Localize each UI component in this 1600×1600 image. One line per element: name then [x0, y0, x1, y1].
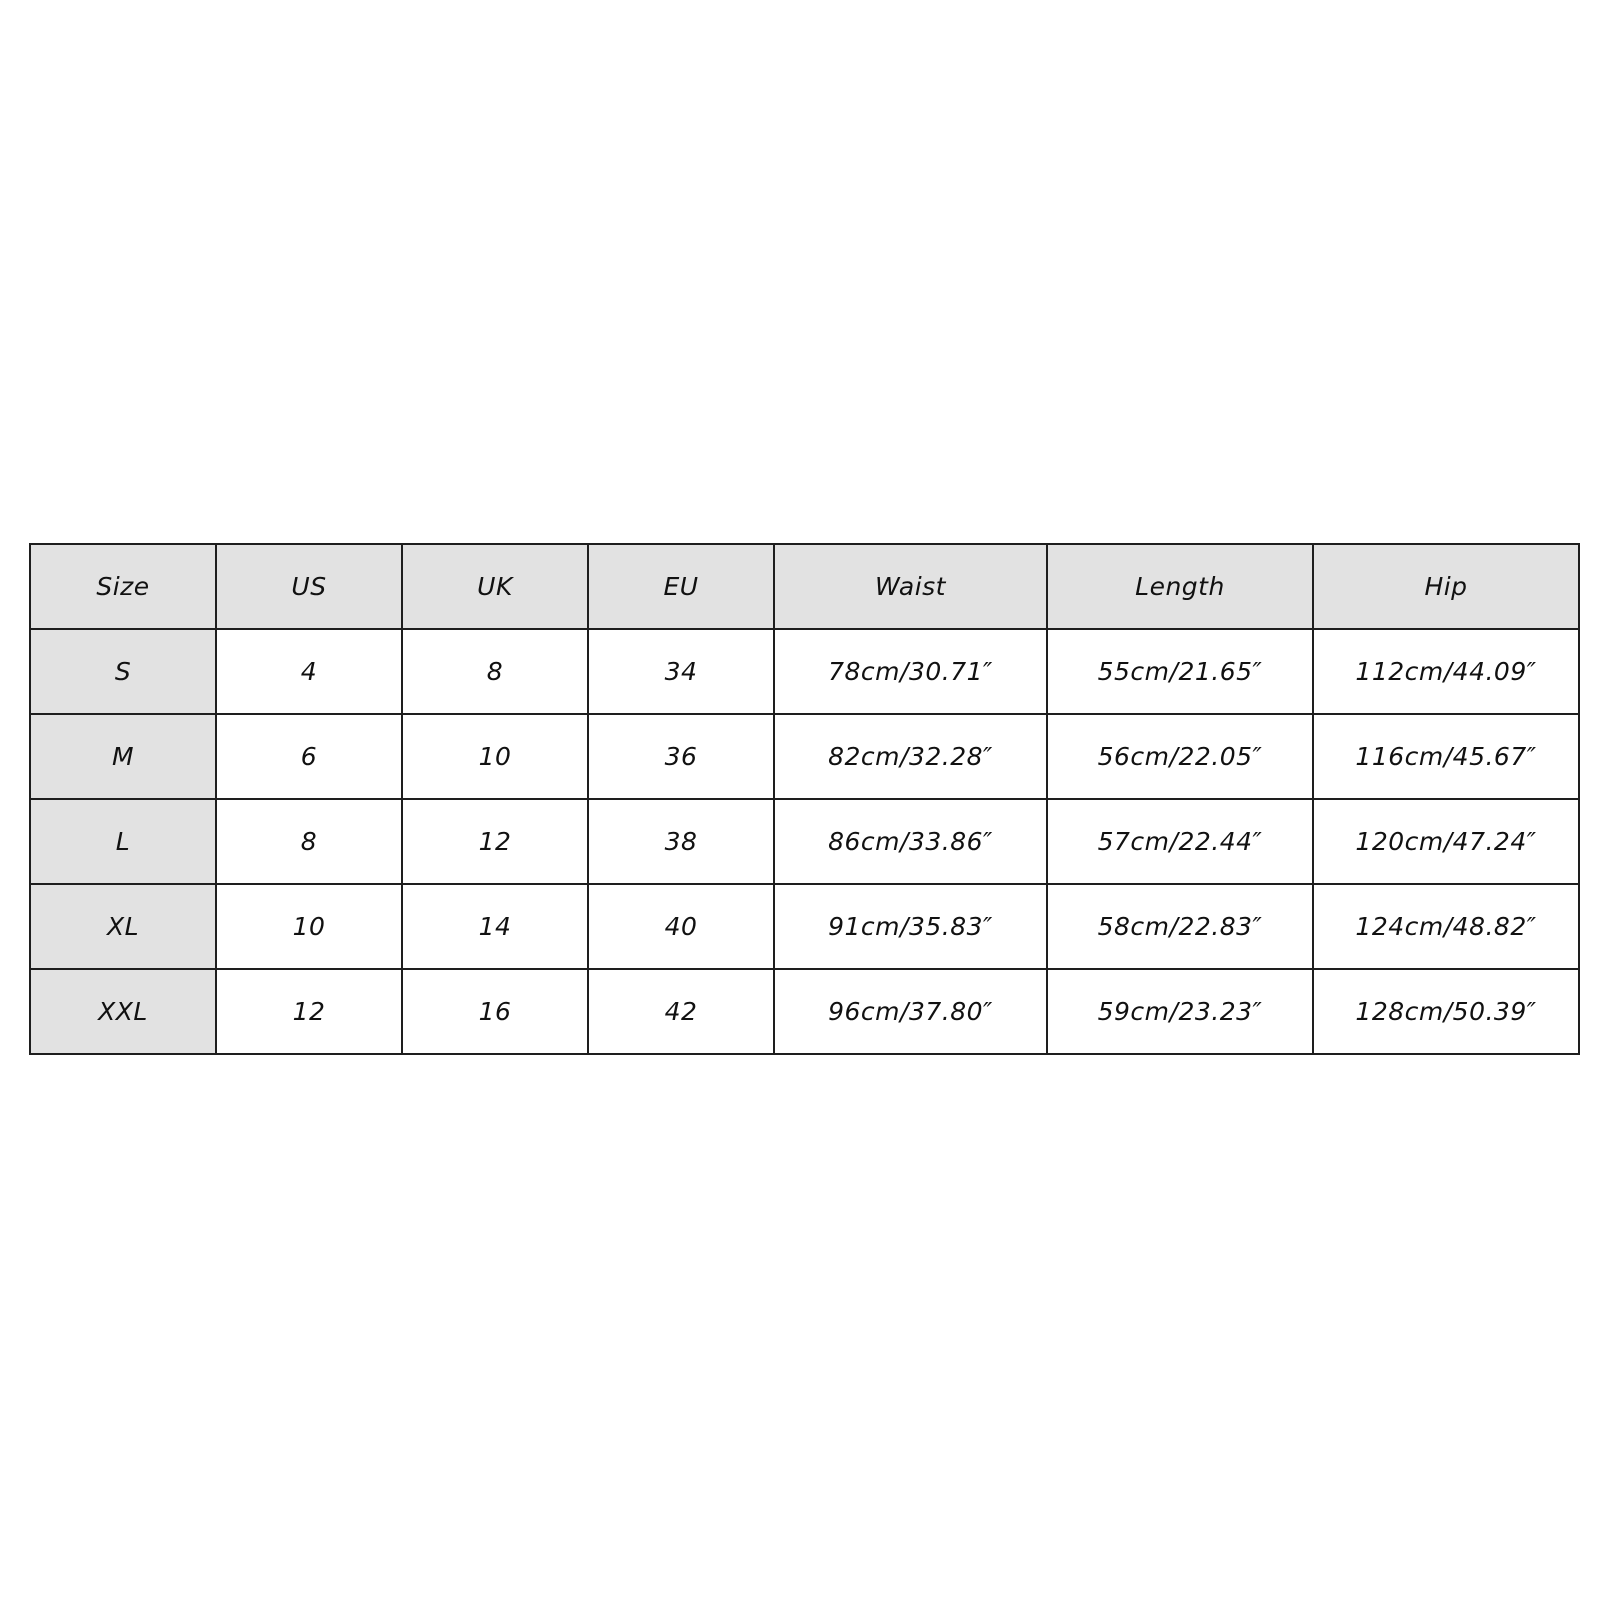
header-uk: UK [402, 544, 588, 629]
us-cell: 10 [216, 884, 402, 969]
uk-cell: 12 [402, 799, 588, 884]
table-row [30, 969, 1579, 1054]
waist-cell: 86cm/33.86″ [774, 799, 1047, 884]
hip-cell: 120cm/47.24″ [1313, 799, 1579, 884]
header-length: Length [1047, 544, 1313, 629]
table-row [30, 799, 1579, 884]
uk-cell: 8 [402, 629, 588, 714]
table-row [30, 884, 1579, 969]
size-cell: XL [30, 884, 216, 969]
length-cell: 57cm/22.44″ [1047, 799, 1313, 884]
hip-cell: 128cm/50.39″ [1313, 969, 1579, 1054]
uk-cell: 10 [402, 714, 588, 799]
eu-cell: 34 [588, 629, 774, 714]
hip-cell: 116cm/45.67″ [1313, 714, 1579, 799]
us-cell: 8 [216, 799, 402, 884]
length-cell: 56cm/22.05″ [1047, 714, 1313, 799]
us-cell: 6 [216, 714, 402, 799]
length-cell: 58cm/22.83″ [1047, 884, 1313, 969]
header-eu: EU [588, 544, 774, 629]
header-us: US [216, 544, 402, 629]
waist-cell: 78cm/30.71″ [774, 629, 1047, 714]
size-cell: S [30, 629, 216, 714]
eu-cell: 40 [588, 884, 774, 969]
hip-cell: 112cm/44.09″ [1313, 629, 1579, 714]
header-waist: Waist [774, 544, 1047, 629]
hip-cell: 124cm/48.82″ [1313, 884, 1579, 969]
waist-cell: 91cm/35.83″ [774, 884, 1047, 969]
eu-cell: 42 [588, 969, 774, 1054]
length-cell: 55cm/21.65″ [1047, 629, 1313, 714]
size-cell: XXL [30, 969, 216, 1054]
eu-cell: 36 [588, 714, 774, 799]
header-hip: Hip [1313, 544, 1579, 629]
waist-cell: 96cm/37.80″ [774, 969, 1047, 1054]
length-cell: 59cm/23.23″ [1047, 969, 1313, 1054]
header-row [30, 544, 1579, 629]
us-cell: 12 [216, 969, 402, 1054]
table-row [30, 629, 1579, 714]
us-cell: 4 [216, 629, 402, 714]
size-cell: M [30, 714, 216, 799]
waist-cell: 82cm/32.28″ [774, 714, 1047, 799]
size-cell: L [30, 799, 216, 884]
eu-cell: 38 [588, 799, 774, 884]
uk-cell: 14 [402, 884, 588, 969]
size-chart-table [29, 543, 1580, 1055]
table-row [30, 714, 1579, 799]
header-size: Size [30, 544, 216, 629]
uk-cell: 16 [402, 969, 588, 1054]
